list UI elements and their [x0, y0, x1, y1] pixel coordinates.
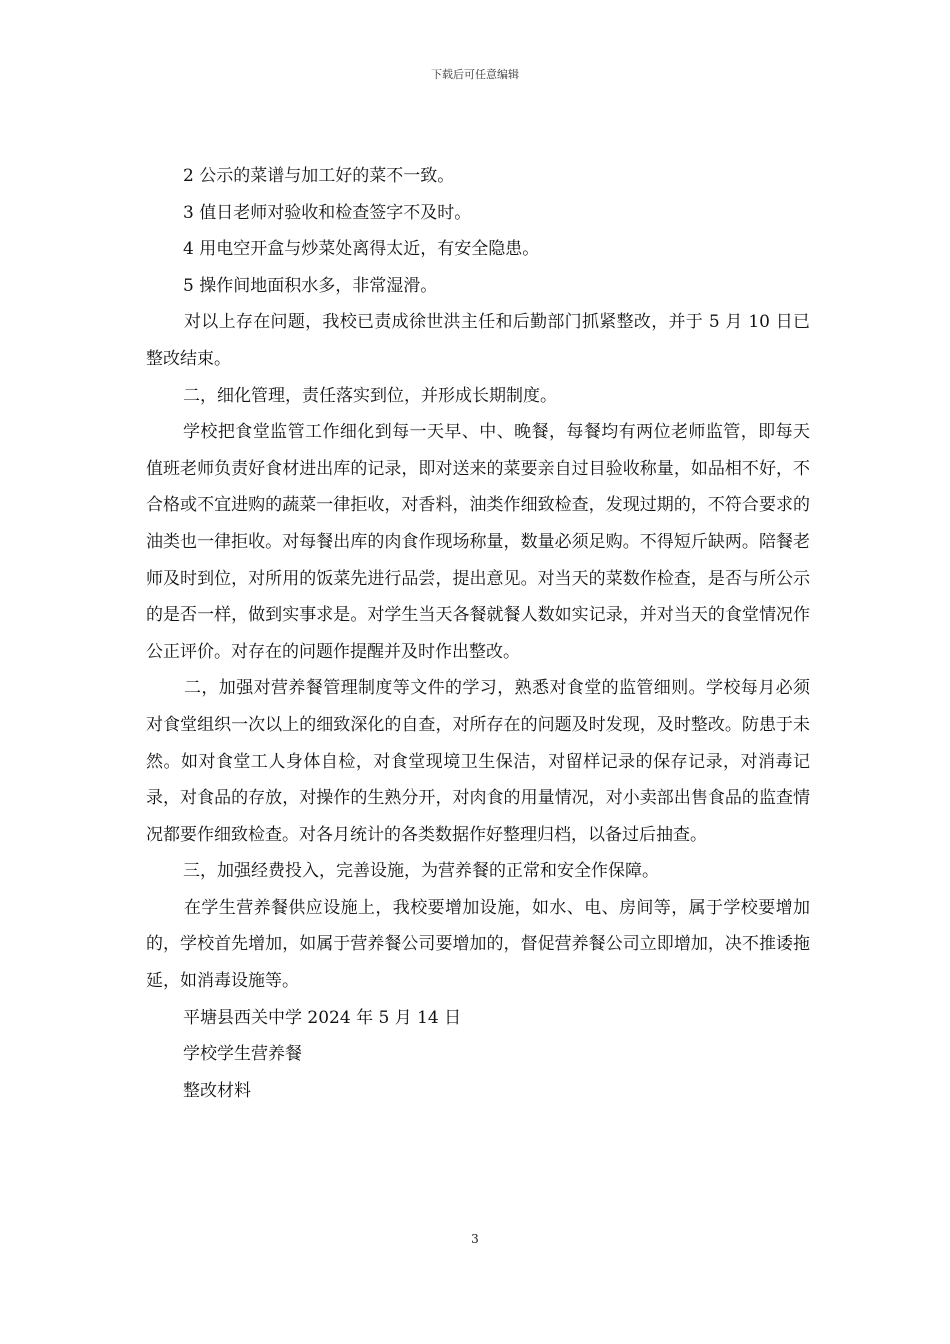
issue-item-5: 5 操作间地面积水多，非常湿滑。 [183, 275, 438, 296]
page-header-note: 下载后可任意编辑 [431, 68, 519, 81]
document-body [146, 158, 810, 1109]
section-heading-funding: 三，加强经费投入，完善设施，为营养餐的正常和安全作保障。 [183, 861, 659, 882]
page-number: 3 [471, 1232, 479, 1246]
closing-title-line-1: 学校学生营养餐 [183, 1044, 302, 1065]
issue-item-2: 2 公示的菜谱与加工好的菜不一致。 [183, 166, 455, 186]
issue-item-4: 4 用电空开盒与炒菜处离得太近，有安全隐患。 [183, 239, 540, 260]
paragraph-facilities: 在学生营养餐供应设施上，我校要增加设施，如水、电、房间等，属于学校要增加的，学校首先增加，如属于营养餐公司要增加的，督促营养餐公司立即增加，决不推诿拖延，如消毒设施等。 [146, 897, 810, 992]
paragraph-canteen-supervision: 学校把食堂监管工作细化到每一天早、中、晚餐，每餐均有两位老师监管，即每天值班老师负责好食材进出库的记录，即对送来的菜要亲自过目验收称量，如品相不好，不合格或不宜进购的蔬菜一律拒收，对香料，油类作细致检查，发现过期的，不符合要求的油类也一律拒收。对每餐出库的肉食作现场称量，数量必须足购。不得短斤缺两。陪餐老师及时到位，对所用的饭菜先进行品尝，提出意见。对当天的菜数作检查，是否与所公示的是否一样，做到实事求是。对学生当天各餐就餐人数如实记录，并对当天的食堂情况作公正评价。对存在的问题作提醒并及时作出整改。 [146, 422, 810, 662]
paragraph-study-regulations: 二，加强对营养餐管理制度等文件的学习，熟悉对食堂的监管细则。学校每月必须对食堂组织一次以上的细致深化的自查，对所存在的问题及时发现，及时整改。防患于未然。如对食堂工人身体自检，对食堂现境卫生保洁，对留样记录的保存记录，对消毒记录，对食品的存放，对操作的生熟分开，对肉食的用量情况，对小卖部出售食品的监查情况都要作细致检查。对各月统计的各类数据作好整理归档，以备过后抽查。 [146, 678, 810, 845]
issue-item-3: 3 值日老师对验收和检查签字不及时。 [183, 202, 472, 223]
rectification-statement: 对以上存在问题，我校已责成徐世洪主任和后勤部门抓紧整改，并于 5 月 10 日已整改结束。 [146, 312, 810, 369]
closing-title-line-2: 整改材料 [183, 1080, 251, 1101]
section-heading-refined-management: 二，细化管理，责任落实到位，并形成长期制度。 [183, 385, 557, 406]
signature-date: 平塘县西关中学 2024 年 5 月 14 日 [183, 1007, 462, 1028]
